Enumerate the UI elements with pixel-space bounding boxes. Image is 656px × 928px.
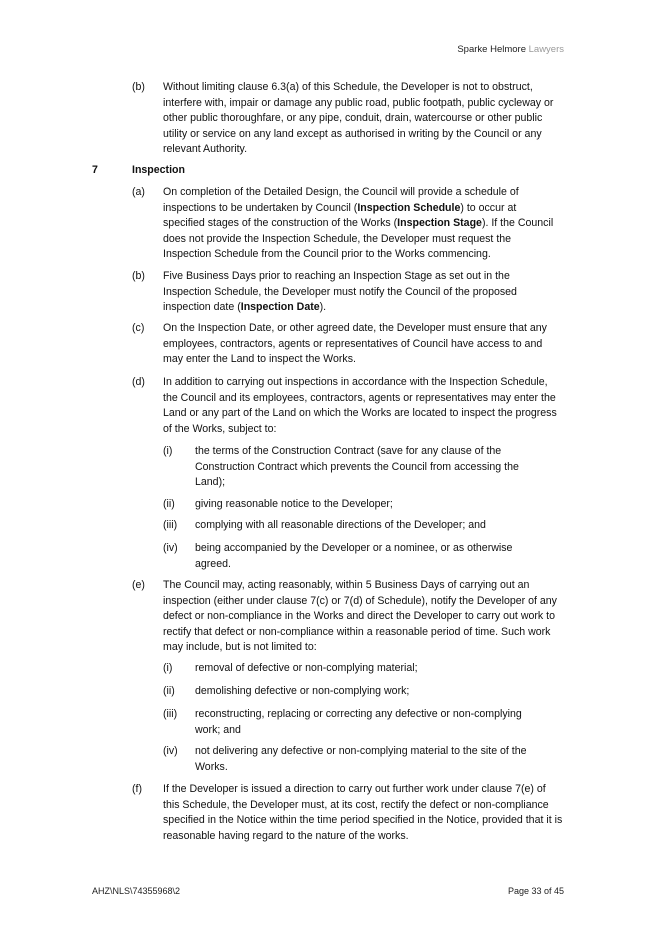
clause-text: In addition to carrying out inspections in accordance with the Inspection Schedule, the Council and its employees, contractors, agents or representatives may enter the Land or any part of the Land on which the Works are located to inspect the progress of the Works, subject to: (163, 376, 557, 435)
clause-label: (b) (132, 270, 145, 282)
clause-label: (e) (132, 579, 145, 591)
clause-label: (f) (132, 783, 142, 795)
subclause-text: being accompanied by the Developer or a nominee, or as otherwise agreed. (195, 542, 513, 570)
firm-suffix: Lawyers (528, 44, 564, 55)
defined-term: Inspection Schedule (357, 201, 461, 214)
subclause-label: (i) (163, 662, 173, 674)
clause-text: If the Developer is issued a direction to carry out further work under clause 7(e) of this Schedule, the Developer must, at its cost, rectify the defect or non-compliance specified in the Notice within the time period specified in the Notice, provided that it is reasonable having regard to the nature of the works. (163, 783, 563, 842)
subclause-text: complying with all reasonable directions of the Developer; and (195, 519, 486, 531)
clause-label: (d) (132, 376, 145, 388)
clause-text: On the Inspection Date, or other agreed date, the Developer must ensure that any employees, contractors, agents or representatives of Council have access to and may enter the Land to inspect the Works. (163, 322, 547, 365)
clause-label: (c) (132, 322, 145, 334)
subclause-text: reconstructing, replacing or correcting any defective or non-complying work; and (195, 708, 522, 736)
section-number: 7 (92, 164, 98, 176)
subclause-label: (iii) (163, 519, 178, 531)
subclause-label: (iv) (163, 542, 178, 554)
document-reference: AHZ\NLS\74355968\2 (92, 886, 181, 896)
page-number: Page 33 of 45 (507, 886, 564, 896)
defined-term: Inspection Stage (397, 217, 482, 229)
clause-label: (a) (132, 186, 145, 198)
subclause-label: (ii) (163, 498, 175, 510)
clause-label: (b) (132, 81, 145, 93)
firm-name: Sparke Helmore (457, 44, 526, 55)
subclause-label: (iv) (163, 745, 178, 757)
subclause-text: removal of defective or non-complying material; (195, 662, 418, 674)
subclause-label: (iii) (163, 708, 178, 720)
subclause-text: not delivering any defective or non-complying material to the site of the Works. (195, 745, 527, 773)
subclause-label: (i) (163, 445, 173, 457)
clause-text: Without limiting clause 6.3(a) of this Schedule, the Developer is not to obstruct, interfere with, impair or damage any public road, public footpath, public cycleway or other public thoroughfare, or any pipe, conduit, drain, watercourse or other public utility or service on any land except as authorised in writing by the Council or any relevant Authority. (163, 81, 554, 155)
subclause-text: giving reasonable notice to the Developer; (195, 498, 393, 510)
subclause-text: the terms of the Construction Contract (save for any clause of the Construction Contract which prevents the Council from accessing the Land); (195, 445, 519, 488)
subclause-text: demolishing defective or non-complying work; (195, 685, 410, 697)
subclause-label: (ii) (163, 685, 175, 697)
section-title: Inspection (132, 164, 185, 176)
page-header (457, 42, 564, 58)
defined-term: Inspection Date (240, 301, 320, 313)
clause-text: The Council may, acting reasonably, within 5 Business Days of carrying out an inspection (either under clause 7(c) or 7(d) of Schedule), notify the Developer of any defect or non-compliance in the Works and direct the Developer to carry out work to rectify that defect or non-compliance within a reasonable period of time. Such work may include, but is not limited to: (163, 579, 557, 653)
clause-text: Five Business Days prior to reaching an Inspection Stage as set out in the Inspection Schedule, the Developer must notify the Council of the proposed inspection date (Inspection Date). (163, 270, 517, 313)
clause-text: On completion of the Detailed Design, the Council will provide a schedule of inspections to be undertaken by Council (Inspection Schedule) to occur at specified stages of the construction of the Works (Inspection Stage). If the Council does not provide the Inspection Schedule, the Developer must request the Inspection Schedule from the Council prior to the Works commencing. (163, 186, 554, 260)
